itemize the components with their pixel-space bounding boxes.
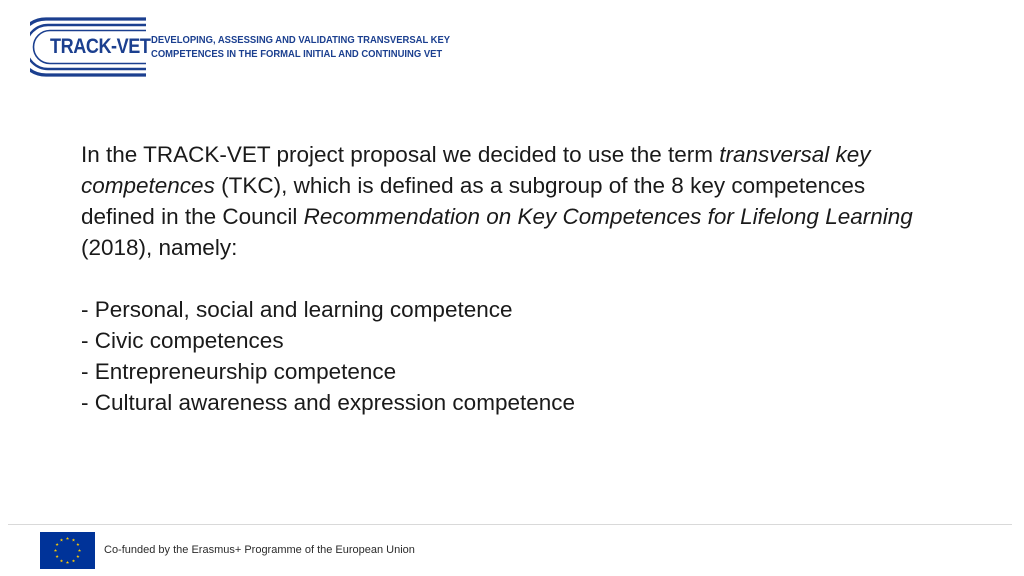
term-tkc: transversal key competences bbox=[81, 142, 871, 198]
intro-paragraph bbox=[81, 139, 921, 263]
intro-text-1: In the TRACK-VET project proposal we decided to use the term bbox=[81, 142, 720, 167]
intro-text-3: (2018), namely: bbox=[81, 235, 238, 260]
list-item-personal-social: - Personal, social and learning competence bbox=[81, 297, 513, 322]
funding-notice: Co-funded by the Erasmus+ Programme of the European Union bbox=[104, 544, 415, 556]
logo-tagline bbox=[151, 33, 450, 61]
list-item-entrepreneurship: - Entrepreneurship competence bbox=[81, 359, 397, 384]
eu-flag-icon bbox=[40, 532, 95, 569]
list-item-cultural-awareness: - Cultural awareness and expression competence bbox=[81, 390, 576, 415]
list-item-civic: - Civic competences bbox=[81, 328, 284, 353]
tagline-line-2: COMPETENCES IN THE FORMAL INITIAL AND CONTINUING VET bbox=[151, 48, 443, 60]
competence-list bbox=[81, 294, 921, 418]
intro-text-2: (TKC), which is defined as a subgroup of the 8 key competences defined in the Council bbox=[81, 173, 866, 229]
paragraph-gap bbox=[81, 263, 921, 294]
track-vet-logo bbox=[30, 16, 451, 78]
logo-wordmark: TRACK-VET bbox=[50, 35, 151, 58]
council-recommendation-title: Recommendation on Key Competences for Lifelong Learning bbox=[303, 204, 913, 229]
slide-content bbox=[81, 139, 921, 418]
tagline-line-1: DEVELOPING, ASSESSING AND VALIDATING TRANSVERSAL KEY bbox=[151, 34, 451, 46]
footer-divider bbox=[8, 524, 1012, 525]
